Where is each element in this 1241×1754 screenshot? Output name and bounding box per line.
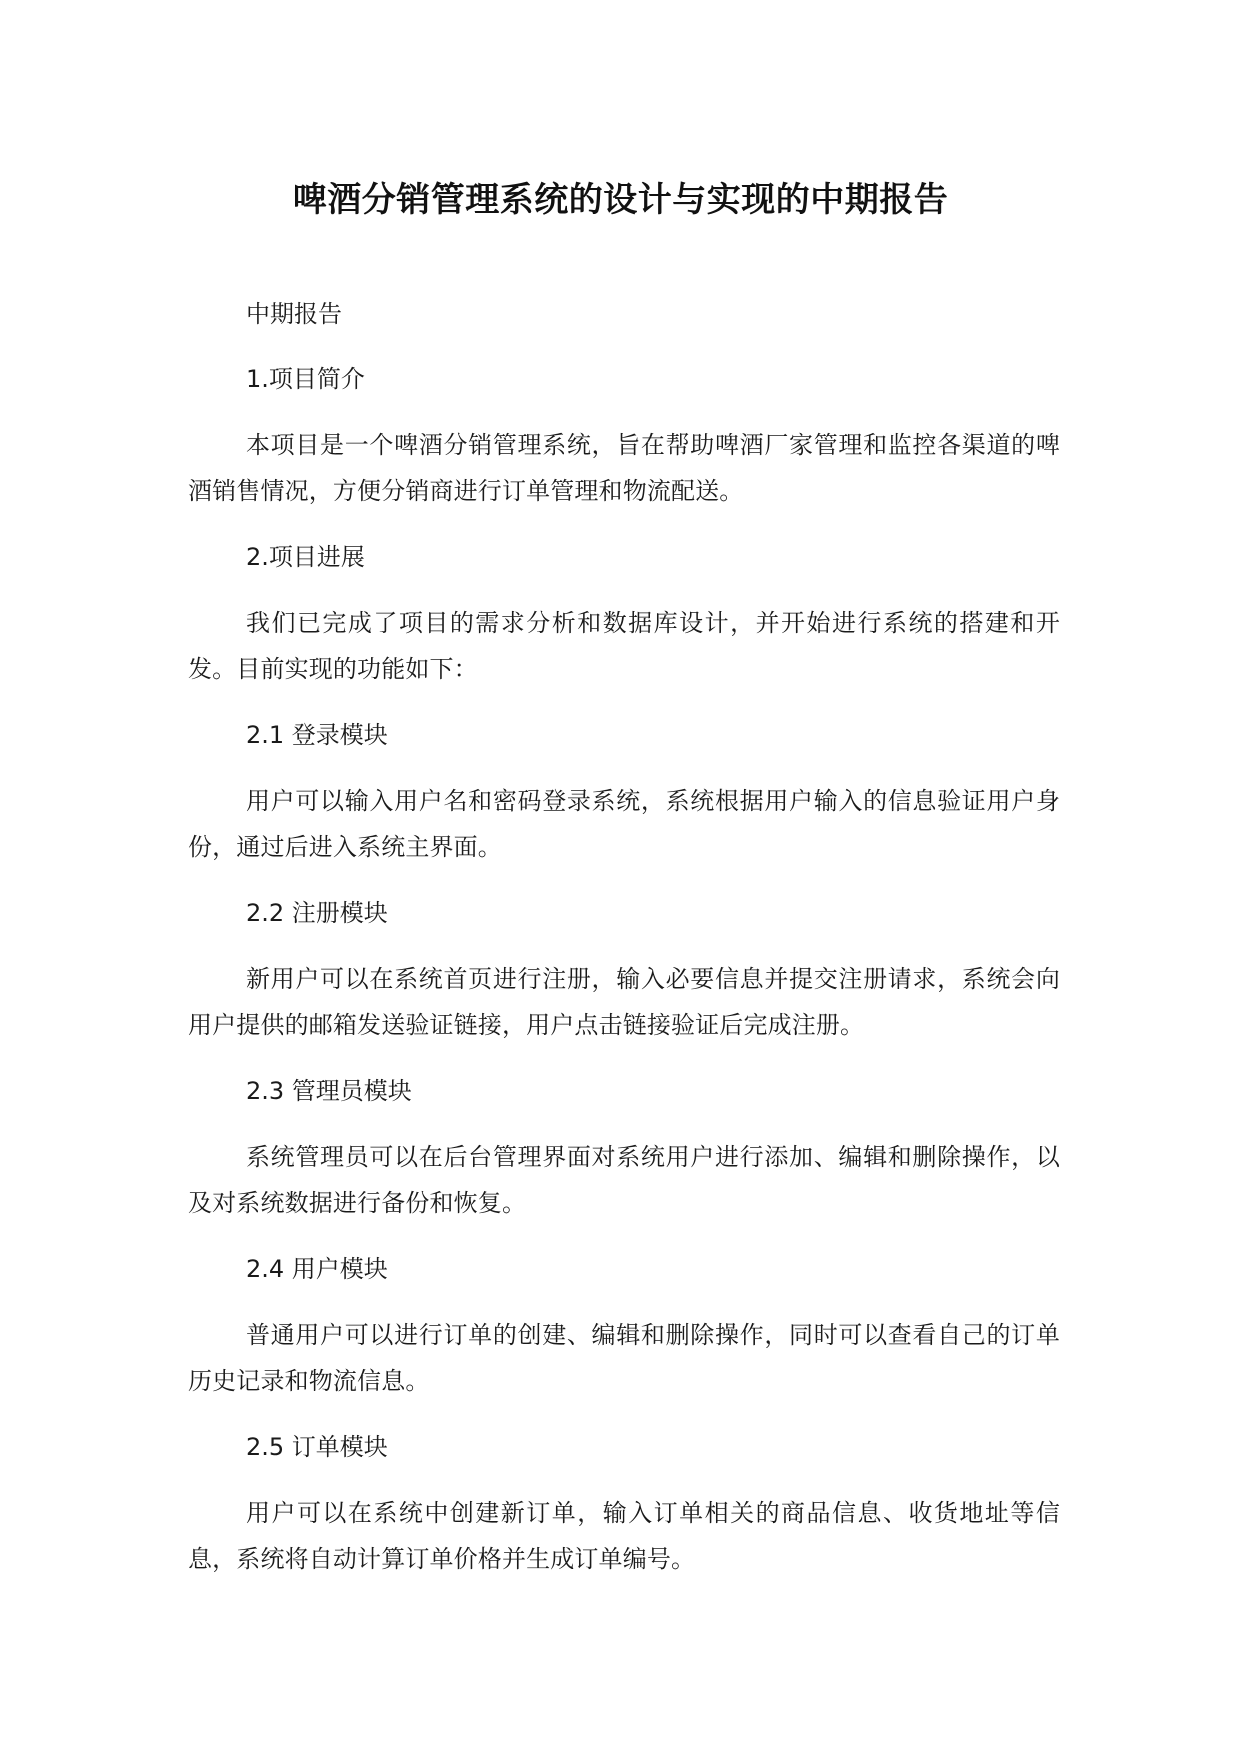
section-heading-login-module: 2.1 登录模块 <box>246 721 388 749</box>
paragraph-project-progress: 我们已完成了项目的需求分析和数据库设计，并开始进行系统的搭建和开发。目前实现的功能如下： <box>188 609 1060 683</box>
paragraph-project-intro: 本项目是一个啤酒分销管理系统，旨在帮助啤酒厂家管理和监控各渠道的啤酒销售情况，方便分销商进行订单管理和物流配送。 <box>188 431 1060 505</box>
paragraph-admin-module: 系统管理员可以在后台管理界面对系统用户进行添加、编辑和删除操作，以及对系统数据进行备份和恢复。 <box>188 1143 1060 1217</box>
paragraph-order-module: 用户可以在系统中创建新订单，输入订单相关的商品信息、收货地址等信息，系统将自动计算订单价格并生成订单编号。 <box>188 1499 1060 1573</box>
document-body <box>188 292 1060 1603</box>
section-heading-midterm-report: 中期报告 <box>246 300 342 328</box>
section-heading-project-intro: 1.项目简介 <box>246 365 365 393</box>
document-title: 啤酒分销管理系统的设计与实现的中期报告 <box>292 180 949 220</box>
section-heading-order-module: 2.5 订单模块 <box>246 1433 388 1461</box>
paragraph-login-module: 用户可以输入用户名和密码登录系统，系统根据用户输入的信息验证用户身份，通过后进入系统主界面。 <box>188 787 1060 861</box>
paragraph-user-module: 普通用户可以进行订单的创建、编辑和删除操作，同时可以查看自己的订单历史记录和物流信息。 <box>188 1321 1060 1395</box>
section-heading-user-module: 2.4 用户模块 <box>246 1255 388 1283</box>
section-heading-project-progress: 2.项目进展 <box>246 543 365 571</box>
section-heading-admin-module: 2.3 管理员模块 <box>246 1077 412 1105</box>
paragraph-register-module: 新用户可以在系统首页进行注册，输入必要信息并提交注册请求，系统会向用户提供的邮箱发送验证链接，用户点击链接验证后完成注册。 <box>188 965 1060 1039</box>
section-heading-register-module: 2.2 注册模块 <box>246 899 388 927</box>
